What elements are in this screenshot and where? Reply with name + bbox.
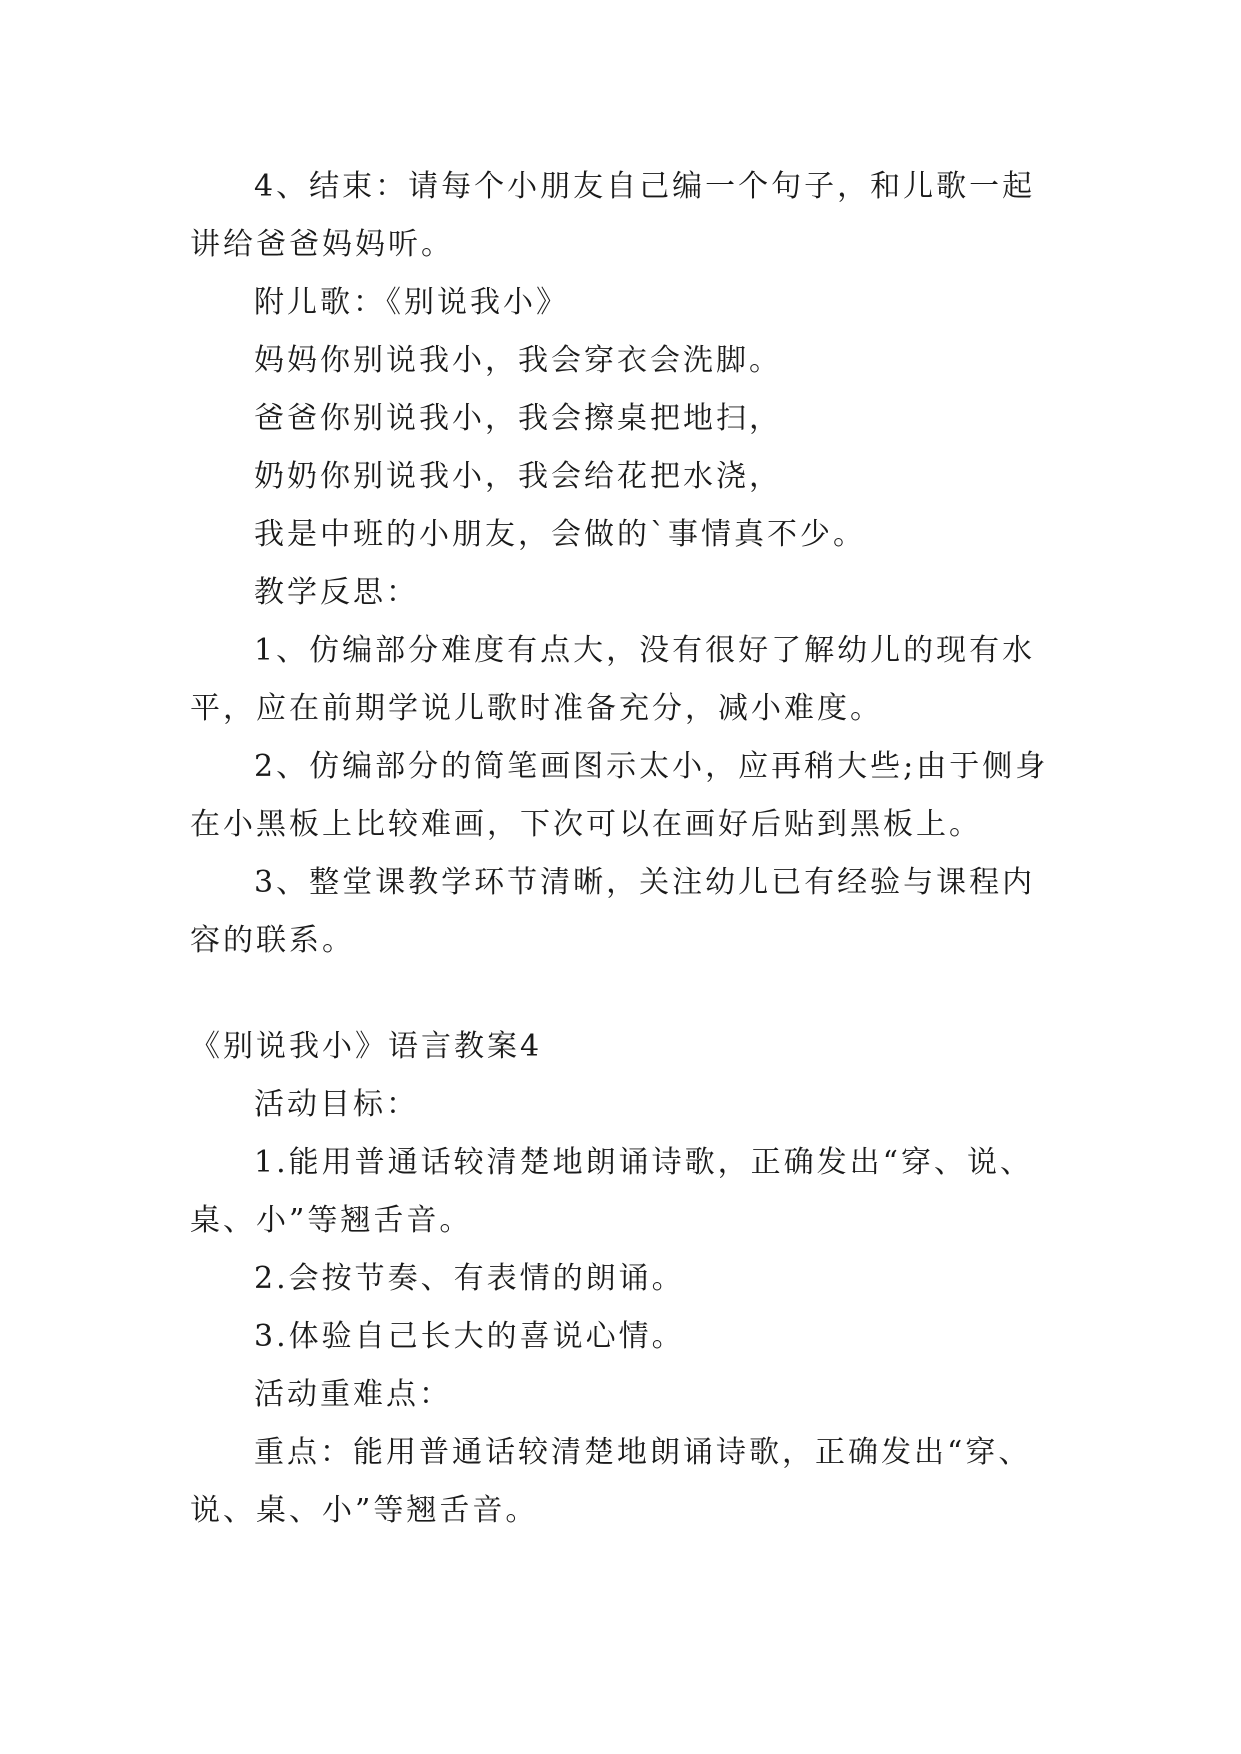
key-point-line-1: 重点：能用普通话较清楚地朗诵诗歌，正确发出“穿、 [254,1435,1032,1470]
song-line-2: 爸爸你别说我小，我会擦桌把地扫， [254,401,782,436]
reflection-1-line-1: 1、仿编部分难度有点大，没有很好了解幼儿的现有水 [254,633,1036,668]
reflection-2-line-2: 在小黑板上比较难画，下次可以在画好后贴到黑板上。 [190,807,982,842]
reflection-3-line-1: 3、整堂课教学环节清晰，关注幼儿已有经验与课程内 [254,865,1036,900]
paragraph-ending-line-2: 讲给爸爸妈妈听。 [190,227,454,262]
section-title: 《别说我小》语言教案4 [190,1029,543,1064]
goal-2: 2.会按节奏、有表情的朗诵。 [254,1261,685,1296]
paragraph-ending-line-1: 4、结束：请每个小朋友自己编一个句子，和儿歌一起 [254,169,1036,204]
reflection-2-line-1: 2、仿编部分的简笔画图示太小，应再稍大些;由于侧身 [254,749,1049,784]
section-spacer [190,970,1070,1018]
key-point-line-2: 说、桌、小”等翘舌音。 [190,1493,539,1528]
reflection-title: 教学反思： [254,575,419,610]
song-title: 附儿歌：《别说我小》 [254,285,569,320]
goals-title: 活动目标： [254,1087,419,1122]
song-line-3: 奶奶你别说我小，我会给花把水浇， [254,459,782,494]
key-points-title: 活动重难点： [254,1377,452,1412]
song-line-1: 妈妈你别说我小，我会穿衣会洗脚。 [254,343,782,378]
song-line-4: 我是中班的小朋友，会做的`事情真不少。 [254,517,866,552]
goal-1-line-1: 1.能用普通话较清楚地朗诵诗歌，正确发出“穿、说、 [254,1145,1033,1180]
reflection-1-line-2: 平，应在前期学说儿歌时准备充分，减小难度。 [190,691,883,726]
reflection-3-line-2: 容的联系。 [190,923,355,958]
goal-3: 3.体验自己长大的喜说心情。 [254,1319,685,1354]
goal-1-line-2: 桌、小”等翘舌音。 [190,1203,473,1238]
document-body [190,158,1070,1540]
